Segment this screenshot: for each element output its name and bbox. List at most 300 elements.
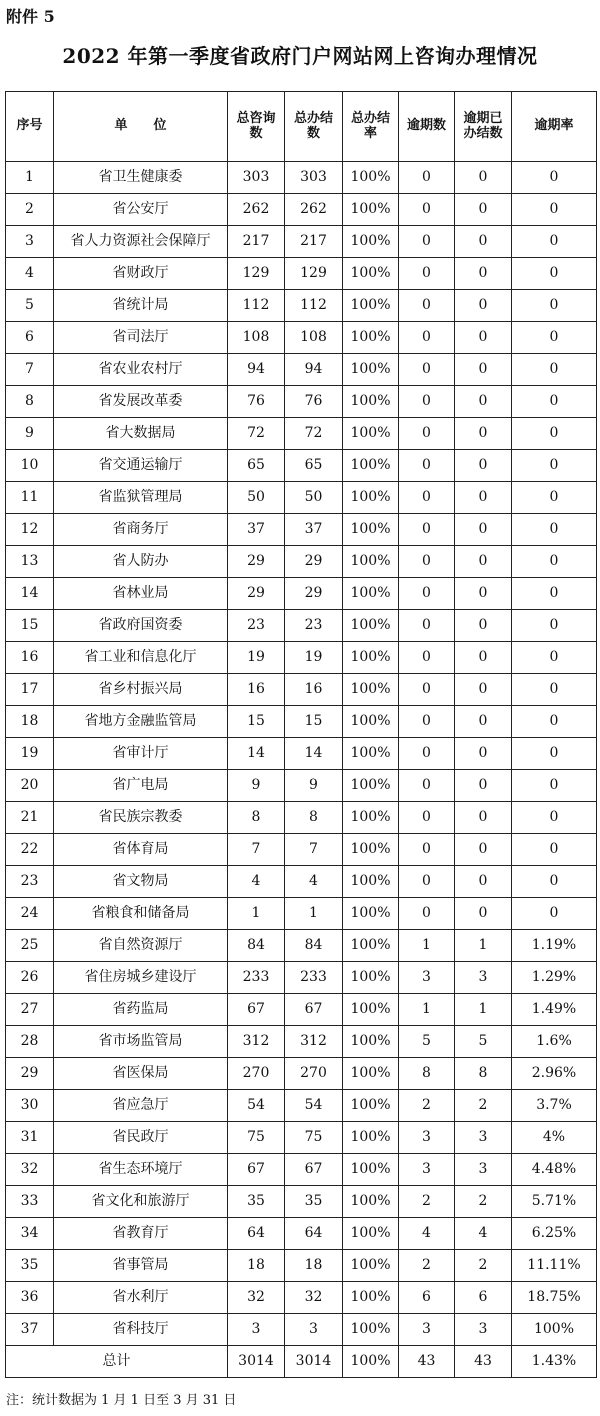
- table-row: [6, 482, 597, 514]
- completion-rate-cell: 100%: [343, 194, 399, 226]
- inquiries-cell: 129: [228, 258, 285, 290]
- overdue-completed-cell: 0: [455, 418, 512, 450]
- overdue-rate-cell: 0: [512, 706, 597, 738]
- completed-cell: 23: [285, 610, 343, 642]
- unit-cell: 省审计厅: [54, 738, 228, 770]
- table-row: [6, 546, 597, 578]
- unit-cell: 省政府国资委: [54, 610, 228, 642]
- overdue-rate-cell: 0: [512, 610, 597, 642]
- overdue-rate-cell: 0: [512, 674, 597, 706]
- header-index: 序号: [6, 92, 54, 162]
- index-cell: 4: [6, 258, 54, 290]
- overdue-cell: 0: [399, 738, 455, 770]
- overdue-rate-cell: 0: [512, 322, 597, 354]
- overdue-cell: 2: [399, 1090, 455, 1122]
- inquiries-cell: 54: [228, 1090, 285, 1122]
- overdue-rate-cell: 0: [512, 482, 597, 514]
- completion-rate-cell: 100%: [343, 514, 399, 546]
- unit-cell: 省民政厅: [54, 1122, 228, 1154]
- table-row: [6, 450, 597, 482]
- overdue-rate-cell: 4%: [512, 1122, 597, 1154]
- inquiries-cell: 1: [228, 898, 285, 930]
- unit-cell: 省监狱管理局: [54, 482, 228, 514]
- inquiries-cell: 16: [228, 674, 285, 706]
- unit-cell: 省民族宗教委: [54, 802, 228, 834]
- completion-rate-cell: 100%: [343, 1058, 399, 1090]
- index-cell: 32: [6, 1154, 54, 1186]
- overdue-rate-cell: 0: [512, 258, 597, 290]
- index-cell: 27: [6, 994, 54, 1026]
- overdue-completed-cell: 1: [455, 930, 512, 962]
- total-inquiries: 3014: [228, 1346, 285, 1378]
- completed-cell: 270: [285, 1058, 343, 1090]
- completed-cell: 1: [285, 898, 343, 930]
- overdue-cell: 0: [399, 834, 455, 866]
- table-row: [6, 1122, 597, 1154]
- table-row: [6, 162, 597, 194]
- index-cell: 13: [6, 546, 54, 578]
- unit-cell: 省自然资源厅: [54, 930, 228, 962]
- overdue-cell: 0: [399, 322, 455, 354]
- header-completion-rate: 总办结率: [343, 92, 399, 162]
- overdue-rate-cell: 0: [512, 770, 597, 802]
- completion-rate-cell: 100%: [343, 578, 399, 610]
- completed-cell: 16: [285, 674, 343, 706]
- overdue-rate-cell: 0: [512, 354, 597, 386]
- overdue-completed-cell: 0: [455, 482, 512, 514]
- index-cell: 35: [6, 1250, 54, 1282]
- completion-rate-cell: 100%: [343, 930, 399, 962]
- inquiries-cell: 19: [228, 642, 285, 674]
- overdue-completed-cell: 0: [455, 322, 512, 354]
- overdue-completed-cell: 0: [455, 162, 512, 194]
- index-cell: 36: [6, 1282, 54, 1314]
- table-row: [6, 1218, 597, 1250]
- inquiries-cell: 9: [228, 770, 285, 802]
- completed-cell: 29: [285, 578, 343, 610]
- completed-cell: 129: [285, 258, 343, 290]
- total-overdue-rate: 1.43%: [512, 1346, 597, 1378]
- inquiries-cell: 14: [228, 738, 285, 770]
- overdue-rate-cell: 0: [512, 738, 597, 770]
- overdue-completed-cell: 6: [455, 1282, 512, 1314]
- overdue-rate-cell: 6.25%: [512, 1218, 597, 1250]
- header-overdue: 逾期数: [399, 92, 455, 162]
- overdue-cell: 0: [399, 290, 455, 322]
- unit-cell: 省广电局: [54, 770, 228, 802]
- inquiries-cell: 32: [228, 1282, 285, 1314]
- overdue-rate-cell: 1.19%: [512, 930, 597, 962]
- index-cell: 22: [6, 834, 54, 866]
- completion-rate-cell: 100%: [343, 898, 399, 930]
- overdue-completed-cell: 4: [455, 1218, 512, 1250]
- attachment-label: 附件 5: [6, 7, 55, 26]
- overdue-rate-cell: 11.11%: [512, 1250, 597, 1282]
- header-unit: 单 位: [54, 92, 228, 162]
- unit-cell: 省大数据局: [54, 418, 228, 450]
- index-cell: 11: [6, 482, 54, 514]
- overdue-completed-cell: 0: [455, 354, 512, 386]
- overdue-cell: 6: [399, 1282, 455, 1314]
- table-row: [6, 770, 597, 802]
- inquiries-cell: 84: [228, 930, 285, 962]
- completion-rate-cell: 100%: [343, 546, 399, 578]
- table-row: [6, 418, 597, 450]
- index-cell: 30: [6, 1090, 54, 1122]
- table-row: [6, 706, 597, 738]
- completion-rate-cell: 100%: [343, 1250, 399, 1282]
- overdue-completed-cell: 1: [455, 994, 512, 1026]
- table-row: [6, 674, 597, 706]
- completed-cell: 14: [285, 738, 343, 770]
- completed-cell: 29: [285, 546, 343, 578]
- header-total-inquiries: 总咨询数: [228, 92, 285, 162]
- header-total-completed: 总办结数: [285, 92, 343, 162]
- unit-cell: 省水利厅: [54, 1282, 228, 1314]
- overdue-cell: 3: [399, 1122, 455, 1154]
- overdue-cell: 3: [399, 962, 455, 994]
- overdue-completed-cell: 0: [455, 514, 512, 546]
- total-completed: 3014: [285, 1346, 343, 1378]
- completion-rate-cell: 100%: [343, 386, 399, 418]
- completion-rate-cell: 100%: [343, 290, 399, 322]
- total-overdue-completed: 43: [455, 1346, 512, 1378]
- index-cell: 7: [6, 354, 54, 386]
- completion-rate-cell: 100%: [343, 1314, 399, 1346]
- unit-cell: 省住房城乡建设厅: [54, 962, 228, 994]
- unit-cell: 省发展改革委: [54, 386, 228, 418]
- index-cell: 14: [6, 578, 54, 610]
- overdue-rate-cell: 1.29%: [512, 962, 597, 994]
- unit-cell: 省司法厅: [54, 322, 228, 354]
- completed-cell: 84: [285, 930, 343, 962]
- overdue-rate-cell: 2.96%: [512, 1058, 597, 1090]
- table-row: [6, 194, 597, 226]
- overdue-cell: 0: [399, 226, 455, 258]
- completion-rate-cell: 100%: [343, 162, 399, 194]
- completed-cell: 19: [285, 642, 343, 674]
- completed-cell: 35: [285, 1186, 343, 1218]
- completion-rate-cell: 100%: [343, 226, 399, 258]
- overdue-completed-cell: 2: [455, 1186, 512, 1218]
- inquiries-cell: 8: [228, 802, 285, 834]
- overdue-cell: 3: [399, 1314, 455, 1346]
- table-row: [6, 322, 597, 354]
- index-cell: 15: [6, 610, 54, 642]
- overdue-cell: 0: [399, 802, 455, 834]
- table-row: [6, 834, 597, 866]
- unit-cell: 省农业农村厅: [54, 354, 228, 386]
- inquiries-cell: 75: [228, 1122, 285, 1154]
- overdue-cell: 0: [399, 770, 455, 802]
- index-cell: 34: [6, 1218, 54, 1250]
- completed-cell: 76: [285, 386, 343, 418]
- overdue-completed-cell: 3: [455, 1154, 512, 1186]
- completion-rate-cell: 100%: [343, 1218, 399, 1250]
- table-row: [6, 802, 597, 834]
- overdue-rate-cell: 0: [512, 642, 597, 674]
- unit-cell: 省生态环境厅: [54, 1154, 228, 1186]
- overdue-rate-cell: 0: [512, 802, 597, 834]
- unit-cell: 省文物局: [54, 866, 228, 898]
- overdue-cell: 0: [399, 162, 455, 194]
- completed-cell: 4: [285, 866, 343, 898]
- overdue-rate-cell: 3.7%: [512, 1090, 597, 1122]
- index-cell: 37: [6, 1314, 54, 1346]
- inquiries-cell: 112: [228, 290, 285, 322]
- overdue-cell: 0: [399, 546, 455, 578]
- completed-cell: 108: [285, 322, 343, 354]
- index-cell: 6: [6, 322, 54, 354]
- footnote: 注：统计数据为 1 月 1 日至 3 月 31 日: [6, 1393, 237, 1408]
- header-overdue-rate: 逾期率: [512, 92, 597, 162]
- overdue-completed-cell: 0: [455, 834, 512, 866]
- unit-cell: 省科技厅: [54, 1314, 228, 1346]
- unit-cell: 省体育局: [54, 834, 228, 866]
- completion-rate-cell: 100%: [343, 834, 399, 866]
- unit-cell: 省公安厅: [54, 194, 228, 226]
- completion-rate-cell: 100%: [343, 738, 399, 770]
- completion-rate-cell: 100%: [343, 1090, 399, 1122]
- completed-cell: 50: [285, 482, 343, 514]
- completion-rate-cell: 100%: [343, 482, 399, 514]
- overdue-cell: 0: [399, 354, 455, 386]
- index-cell: 23: [6, 866, 54, 898]
- overdue-cell: 8: [399, 1058, 455, 1090]
- overdue-cell: 0: [399, 482, 455, 514]
- inquiries-cell: 3: [228, 1314, 285, 1346]
- overdue-completed-cell: 3: [455, 1314, 512, 1346]
- total-label: 总计: [6, 1346, 228, 1378]
- total-row: [6, 1346, 597, 1378]
- inquiries-cell: 65: [228, 450, 285, 482]
- completed-cell: 94: [285, 354, 343, 386]
- completed-cell: 217: [285, 226, 343, 258]
- overdue-completed-cell: 0: [455, 194, 512, 226]
- inquiries-cell: 37: [228, 514, 285, 546]
- overdue-rate-cell: 0: [512, 898, 597, 930]
- completion-rate-cell: 100%: [343, 642, 399, 674]
- overdue-completed-cell: 0: [455, 866, 512, 898]
- completion-rate-cell: 100%: [343, 354, 399, 386]
- index-cell: 12: [6, 514, 54, 546]
- overdue-cell: 0: [399, 258, 455, 290]
- table-row: [6, 354, 597, 386]
- completion-rate-cell: 100%: [343, 610, 399, 642]
- table-row: [6, 386, 597, 418]
- index-cell: 24: [6, 898, 54, 930]
- inquiries-cell: 262: [228, 194, 285, 226]
- index-cell: 28: [6, 1026, 54, 1058]
- overdue-completed-cell: 0: [455, 802, 512, 834]
- completion-rate-cell: 100%: [343, 418, 399, 450]
- table-row: [6, 258, 597, 290]
- completion-rate-cell: 100%: [343, 1282, 399, 1314]
- overdue-completed-cell: 5: [455, 1026, 512, 1058]
- completed-cell: 67: [285, 994, 343, 1026]
- completed-cell: 3: [285, 1314, 343, 1346]
- overdue-cell: 3: [399, 1154, 455, 1186]
- overdue-completed-cell: 2: [455, 1250, 512, 1282]
- completed-cell: 15: [285, 706, 343, 738]
- completed-cell: 75: [285, 1122, 343, 1154]
- table-row: [6, 1026, 597, 1058]
- completion-rate-cell: 100%: [343, 322, 399, 354]
- index-cell: 10: [6, 450, 54, 482]
- index-cell: 29: [6, 1058, 54, 1090]
- completed-cell: 67: [285, 1154, 343, 1186]
- overdue-cell: 0: [399, 674, 455, 706]
- inquiries-cell: 67: [228, 994, 285, 1026]
- overdue-completed-cell: 8: [455, 1058, 512, 1090]
- header-row: [6, 92, 597, 162]
- inquiries-cell: 270: [228, 1058, 285, 1090]
- overdue-completed-cell: 0: [455, 610, 512, 642]
- index-cell: 18: [6, 706, 54, 738]
- overdue-rate-cell: 1.49%: [512, 994, 597, 1026]
- inquiries-cell: 23: [228, 610, 285, 642]
- completed-cell: 72: [285, 418, 343, 450]
- unit-cell: 省医保局: [54, 1058, 228, 1090]
- unit-cell: 省林业局: [54, 578, 228, 610]
- completed-cell: 233: [285, 962, 343, 994]
- inquiries-cell: 233: [228, 962, 285, 994]
- unit-cell: 省交通运输厅: [54, 450, 228, 482]
- index-cell: 5: [6, 290, 54, 322]
- inquiries-cell: 29: [228, 578, 285, 610]
- overdue-completed-cell: 2: [455, 1090, 512, 1122]
- unit-cell: 省粮食和储备局: [54, 898, 228, 930]
- overdue-completed-cell: 0: [455, 546, 512, 578]
- table-row: [6, 962, 597, 994]
- completed-cell: 7: [285, 834, 343, 866]
- index-cell: 20: [6, 770, 54, 802]
- completed-cell: 37: [285, 514, 343, 546]
- completion-rate-cell: 100%: [343, 962, 399, 994]
- table-row: [6, 1250, 597, 1282]
- inquiries-cell: 76: [228, 386, 285, 418]
- overdue-rate-cell: 5.71%: [512, 1186, 597, 1218]
- unit-cell: 省事管局: [54, 1250, 228, 1282]
- inquiries-cell: 108: [228, 322, 285, 354]
- overdue-rate-cell: 0: [512, 418, 597, 450]
- completed-cell: 8: [285, 802, 343, 834]
- overdue-rate-cell: 0: [512, 514, 597, 546]
- table-row: [6, 514, 597, 546]
- consultation-table: [5, 91, 597, 1378]
- overdue-rate-cell: 18.75%: [512, 1282, 597, 1314]
- total-completion-rate: 100%: [343, 1346, 399, 1378]
- inquiries-cell: 64: [228, 1218, 285, 1250]
- completion-rate-cell: 100%: [343, 994, 399, 1026]
- inquiries-cell: 72: [228, 418, 285, 450]
- overdue-completed-cell: 0: [455, 898, 512, 930]
- completion-rate-cell: 100%: [343, 706, 399, 738]
- index-cell: 8: [6, 386, 54, 418]
- unit-cell: 省教育厅: [54, 1218, 228, 1250]
- index-cell: 16: [6, 642, 54, 674]
- table-row: [6, 1154, 597, 1186]
- completed-cell: 64: [285, 1218, 343, 1250]
- page-title: 2022 年第一季度省政府门户网站网上咨询办理情况: [62, 44, 538, 68]
- completed-cell: 18: [285, 1250, 343, 1282]
- index-cell: 3: [6, 226, 54, 258]
- inquiries-cell: 67: [228, 1154, 285, 1186]
- overdue-rate-cell: 0: [512, 194, 597, 226]
- unit-cell: 省文化和旅游厅: [54, 1186, 228, 1218]
- unit-cell: 省人防办: [54, 546, 228, 578]
- inquiries-cell: 29: [228, 546, 285, 578]
- completed-cell: 9: [285, 770, 343, 802]
- overdue-cell: 0: [399, 898, 455, 930]
- table-row: [6, 930, 597, 962]
- unit-cell: 省工业和信息化厅: [54, 642, 228, 674]
- table-row: [6, 994, 597, 1026]
- completion-rate-cell: 100%: [343, 450, 399, 482]
- overdue-completed-cell: 3: [455, 1122, 512, 1154]
- unit-cell: 省统计局: [54, 290, 228, 322]
- overdue-cell: 0: [399, 194, 455, 226]
- index-cell: 1: [6, 162, 54, 194]
- table-row: [6, 642, 597, 674]
- table-row: [6, 898, 597, 930]
- overdue-completed-cell: 0: [455, 258, 512, 290]
- overdue-completed-cell: 0: [455, 386, 512, 418]
- unit-cell: 省市场监管局: [54, 1026, 228, 1058]
- completed-cell: 303: [285, 162, 343, 194]
- inquiries-cell: 7: [228, 834, 285, 866]
- index-cell: 33: [6, 1186, 54, 1218]
- overdue-cell: 0: [399, 642, 455, 674]
- overdue-cell: 4: [399, 1218, 455, 1250]
- overdue-cell: 0: [399, 514, 455, 546]
- completion-rate-cell: 100%: [343, 674, 399, 706]
- overdue-cell: 0: [399, 450, 455, 482]
- overdue-rate-cell: 0: [512, 450, 597, 482]
- overdue-cell: 2: [399, 1186, 455, 1218]
- index-cell: 31: [6, 1122, 54, 1154]
- index-cell: 21: [6, 802, 54, 834]
- unit-cell: 省卫生健康委: [54, 162, 228, 194]
- overdue-cell: 0: [399, 610, 455, 642]
- index-cell: 17: [6, 674, 54, 706]
- unit-cell: 省药监局: [54, 994, 228, 1026]
- index-cell: 26: [6, 962, 54, 994]
- overdue-cell: 0: [399, 418, 455, 450]
- index-cell: 19: [6, 738, 54, 770]
- overdue-completed-cell: 0: [455, 450, 512, 482]
- overdue-cell: 0: [399, 866, 455, 898]
- completion-rate-cell: 100%: [343, 1154, 399, 1186]
- overdue-cell: 0: [399, 386, 455, 418]
- completed-cell: 32: [285, 1282, 343, 1314]
- unit-cell: 省财政厅: [54, 258, 228, 290]
- completion-rate-cell: 100%: [343, 1122, 399, 1154]
- table-row: [6, 578, 597, 610]
- table-row: [6, 1282, 597, 1314]
- unit-cell: 省应急厅: [54, 1090, 228, 1122]
- overdue-completed-cell: 0: [455, 226, 512, 258]
- overdue-rate-cell: 0: [512, 290, 597, 322]
- unit-cell: 省乡村振兴局: [54, 674, 228, 706]
- inquiries-cell: 50: [228, 482, 285, 514]
- inquiries-cell: 35: [228, 1186, 285, 1218]
- index-cell: 9: [6, 418, 54, 450]
- table-row: [6, 738, 597, 770]
- overdue-rate-cell: 0: [512, 226, 597, 258]
- inquiries-cell: 4: [228, 866, 285, 898]
- overdue-rate-cell: 0: [512, 162, 597, 194]
